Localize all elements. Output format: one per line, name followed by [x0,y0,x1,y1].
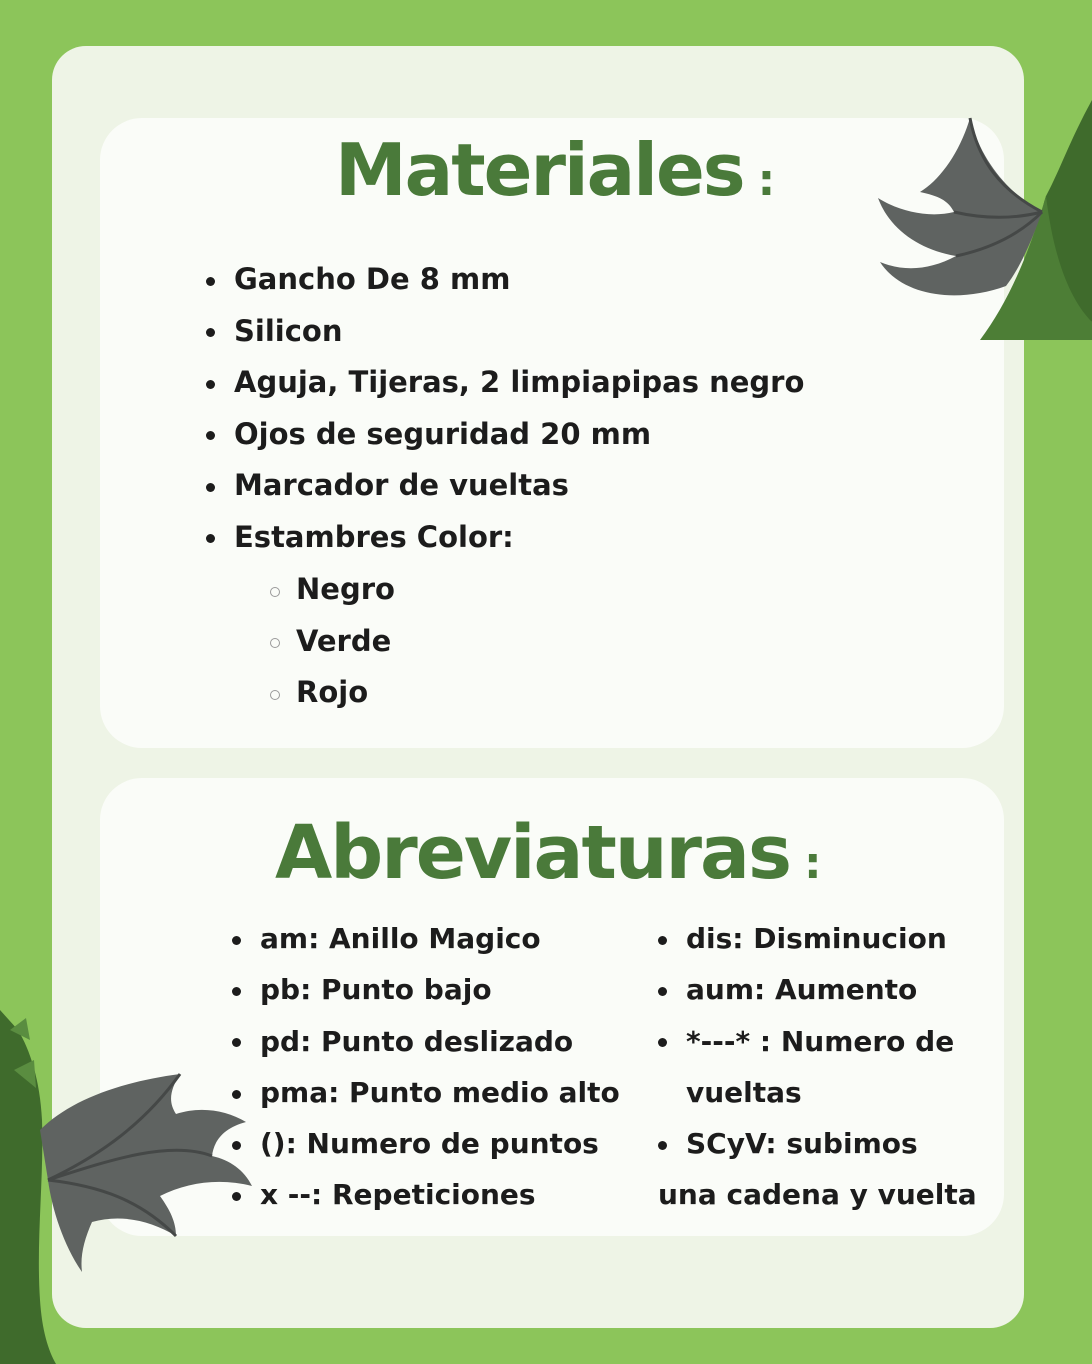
dragon-wing-top-right-icon [860,100,1092,340]
materials-list [206,254,804,563]
abbreviation-item-continuation: vueltas [686,1075,802,1109]
abbreviation-item: dis: Disminucion [658,913,977,964]
hollow-bullet-icon [270,690,280,700]
materials-item: Gancho De 8 mm [206,254,804,306]
bullet-icon [206,380,215,389]
abbreviation-item: (): Numero de puntos [232,1118,620,1169]
materials-item: Ojos de seguridad 20 mm [206,409,804,461]
hollow-bullet-icon [270,638,280,648]
bullet-icon [658,936,667,945]
abbreviation-item-continuation: una cadena y vuelta [658,1178,977,1212]
abbreviations-title-colon: : [804,838,822,889]
bullet-icon [206,534,215,543]
abbreviation-item: *---* : Numero de [658,1016,977,1067]
abbreviations-title-text: Abreviaturas [275,810,790,896]
abbreviation-item: SCyV: subimos [658,1118,977,1169]
bullet-icon [232,1090,241,1099]
bullet-icon [658,1141,667,1150]
materials-title-text: Materiales [335,128,744,212]
abbreviation-item: aum: Aumento [658,964,977,1015]
bullet-icon [206,277,215,286]
materials-item: Silicon [206,306,804,358]
abbreviation-item: x --: Repeticiones [232,1169,620,1220]
bullet-icon [658,1038,667,1047]
bullet-icon [232,1141,241,1150]
abbreviation-item: pb: Punto bajo [232,964,620,1015]
bullet-icon [206,483,215,492]
yarn-color-item: Rojo [270,667,395,719]
hollow-bullet-icon [270,587,280,597]
materials-item: Marcador de vueltas [206,460,804,512]
materials-title [335,128,775,212]
dragon-wing-bottom-left-icon [0,1010,260,1364]
bullet-icon [232,1192,241,1201]
abbreviation-item: pma: Punto medio alto [232,1067,620,1118]
abbreviations-title [275,810,822,896]
yarn-color-item: Negro [270,564,395,616]
bullet-icon [232,987,241,996]
abbreviation-item: am: Anillo Magico [232,913,620,964]
bullet-icon [658,987,667,996]
abbreviations-right-list [658,913,977,1221]
abbreviations-left-list [232,913,620,1221]
materials-item: Aguja, Tijeras, 2 limpiapipas negro [206,357,804,409]
bullet-icon [206,328,215,337]
bullet-icon [232,936,241,945]
yarn-color-item: Verde [270,616,395,668]
yarn-colors-list [270,564,395,719]
materials-item: Estambres Color: [206,512,804,564]
materials-title-colon: : [757,155,776,206]
abbreviation-item: pd: Punto deslizado [232,1016,620,1067]
bullet-icon [232,1038,241,1047]
bullet-icon [206,431,215,440]
